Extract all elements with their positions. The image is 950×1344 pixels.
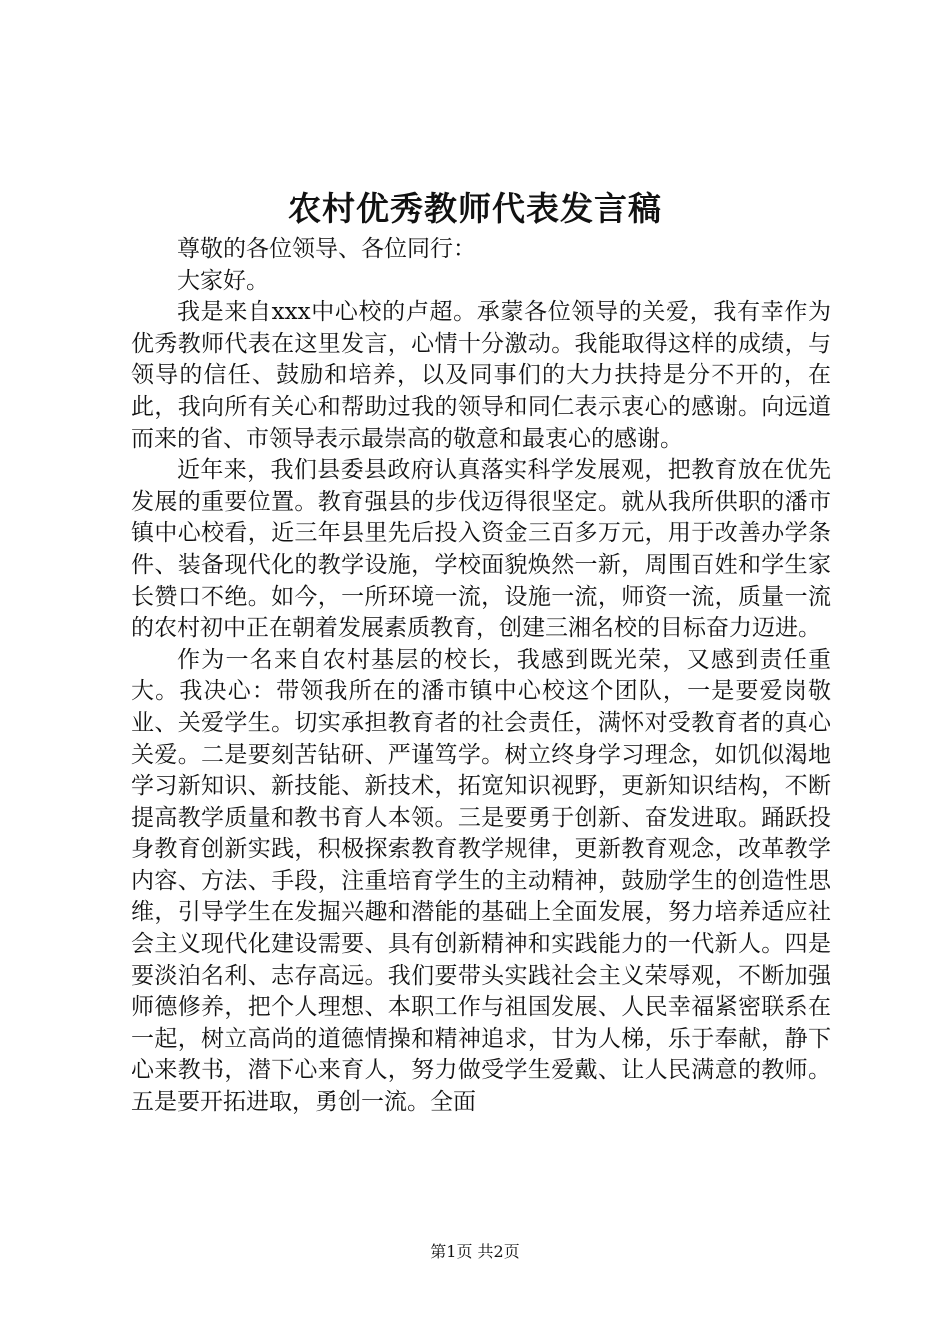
document-title: 农村优秀教师代表发言稿 bbox=[288, 189, 662, 228]
salutation: 尊敬的各位领导、各位同行： bbox=[177, 236, 476, 262]
paragraph-introduction: 我是来自xxx中心校的卢超。承蒙各位领导的关爱，我有幸作为优秀教师代表在这里发言，心情十分激动。我能取得这样的成绩，与领导的信任、鼓励和培养，以及同事们的大力扶持是分不开的，在此，我向所有关心和帮助过我的领导和同仁表示衷心的感谢。向远道而来的省、市领导表示最崇高的敬意和最衷心的感谢。 bbox=[131, 299, 831, 452]
paragraph-education-development: 近年来，我们县委县政府认真落实科学发展观，把教育放在优先发展的重要位置。教育强县的步伐迈得很坚定。就从我所供职的潘市镇中心校看，近三年县里先后投入资金三百多万元，用于改善办学条件、装备现代化的教学设施，学校面貌焕然一新，周围百姓和学生家长赞口不绝。如今，一所环境一流，设施一流，师资一流，质量一流的农村初中正在朝着发展素质教育，创建三湘名校的目标奋力迈进。 bbox=[131, 457, 831, 642]
greeting: 大家好。 bbox=[177, 267, 269, 294]
paragraph-resolutions: 作为一名来自农村基层的校长，我感到既光荣，又感到责任重大。我决心：带领我所在的潘市镇中心校这个团队，一是要爱岗敬业、关爱学生。切实承担教育者的社会责任，满怀对受教育者的真心关爱。二是要刻苦钻研、严谨笃学。树立终身学习理念，如饥似渴地学习新知识、新技能、新技术，拓宽知识视野，更新知识结构，不断提高教学质量和教书育人本领。三是要勇于创新、奋发进取。踊跃投身教育创新实践，积极探索教育教学规律，更新教育观念，改革教学内容、方法、手段，注重培育学生的主动精神，鼓励学生的创造性思维，引导学生在发掘兴趣和潜能的基础上全面发展，努力培养适应社会主义现代化建设需要、具有创新精神和实践能力的一代新人。四是要淡泊名利、志存高远。我们要带头实践社会主义荣辱观，不断加强师德修养，把个人理想、本职工作与祖国发展、人民幸福紧密联系在一起，树立高尚的道德情操和精神追求，甘为人梯，乐于奉献，静下心来教书，潜下心来育人，努力做受学生爱戴、让人民满意的教师。五是要开拓进取，勇创一流。全面 bbox=[131, 646, 831, 1116]
document-body bbox=[131, 234, 831, 1119]
page-footer: 第1页 共2页 bbox=[430, 1242, 520, 1261]
